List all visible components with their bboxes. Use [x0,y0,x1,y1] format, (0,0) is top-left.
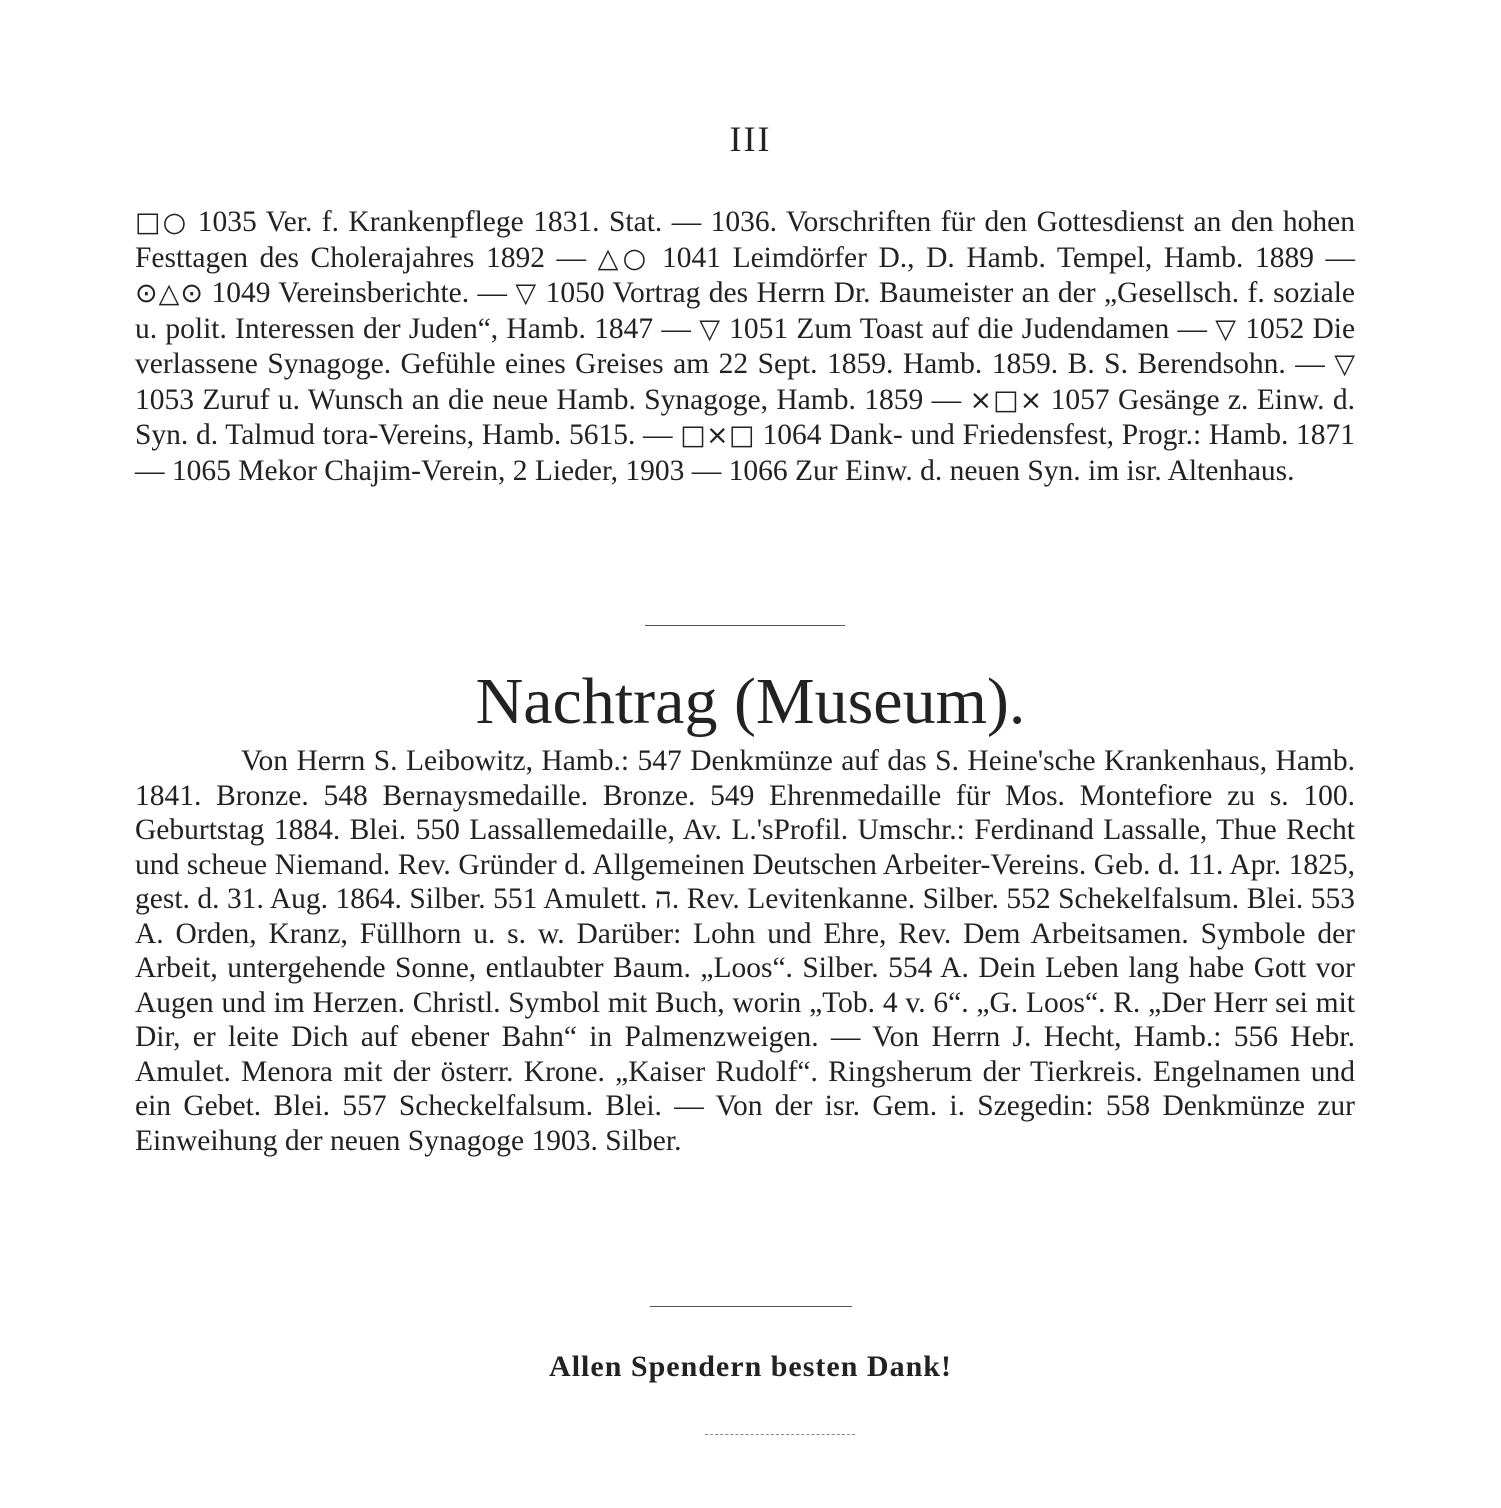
entry-1035-1036: 1035 Ver. f. Krankenpflege 1831. Stat. — 1036. Vorschriften für den Gottesdienst an den hohen Festtagen des Cholerajahres 1892 — [135,206,1355,274]
divider-rule [650,1306,852,1307]
entry-1057: 1057 Gesänge z. Einw. d. Syn. d. Talmud tora-Vereins, Hamb. 5615. — [135,383,1355,451]
down-triangle-icon: ▽ [1215,313,1237,345]
square-cross-square-icon: □×□ [680,420,755,451]
down-triangle-icon: ▽ [1334,349,1356,380]
entry-1050: 1050 Vortrag des Herrn Dr. Baumeister an der „Gesellsch. f. soziale u. polit. Interessen der Juden“, Hamb. 1847 — [135,277,1356,345]
dot-triangle-dot-icon: ⊙△⊙ [135,278,204,309]
entry-1051: 1051 Zum Toast auf die Judendamen — [729,312,1207,345]
divider-rule [645,625,845,626]
section-heading: Nachtrag (Museum). [475,665,1026,738]
entry-1064-1066: 1064 Dank- und Friedensfest, Progr.: Hamb. 1871 — 1065 Mekor Chajim-Verein, 2 Lieder, 1903 — 1066 Zur Einw. d. neuen Syn. im isr. Altenhaus. [135,419,1356,487]
entry-1053: 1053 Zuruf u. Wunsch an die neue Hamb. Synagoge, Hamb. 1859 — [135,383,962,416]
museum-paragraph: Von Herrn S. Leibowitz, Hamb.: 547 Denkmünze auf das S. Heine'sche Krankenhaus, Hamb. 1841. Bronze. 548 Bernaysmedaille. Bronze. 549 Ehrenmedaille für Mos. Montefiore zu s. 100. Geburtstag 1884. Blei. 550 Lassallemedaille, Av. L.'sProfil. Umschr.: Ferdinand Lassalle, Thue Recht und scheue Niemand. Rev. Gründer d. Allgemeinen Deutschen Arbeiter-Vereins. Geb. d. 11. Apr. 1825, gest. d. 31. Aug. 1864. Silber. 551 Amulett. ה. Rev. Levitenkanne. Silber. 552 Schekelfalsum. Blei. 553 A. Orden, Kranz, Füllhorn u. s. w. Darüber: Lohn und Ehre, Rev. Dem Arbeitsamen. Symbole der Arbeit, untergehende Sonne, entlaubter Baum. „Loos“. Silber. 554 A. Dein Leben lang habe Gott vor Augen und im Herzen. Christl. Symbol mit Buch, worin „Tob. 4 v. 6“. „G. Loos“. R. „Der Herr sei mit Dir, er leite Dich auf ebener Bahn“ in Palmenzweigen. — Von Herrn J. Hecht, Hamb.: 556 Hebr. Amulet. Menora mit der österr. Krone. „Kaiser Rudolf“. Ringsherum der Tierkreis. Engelnamen und ein Gebet. Blei. 557 Scheckelfalsum. Blei. — Von der isr. Gem. i. Szegedin: 558 Denkmünze zur Einweihung der neuen Synagoge 1903. Silber. [135,745,1356,1157]
square-circle-icon: □○ [135,207,189,238]
entry-1041: 1041 Leimdörfer D., D. Hamb. Tempel, Hamb. 1889 — [661,241,1356,274]
cross-square-cross-icon: ×□× [969,384,1043,416]
page-number: III [729,119,772,159]
donations-paragraph [135,205,1355,488]
entry-1049: 1049 Vereinsberichte. — [211,277,508,309]
entry-1052: 1052 Die verlassene Synagoge. Gefühle eines Greises am 22 Sept. 1859. Hamb. 1859. B. S. Berendsohn. — [135,312,1356,380]
triangle-circle-icon: △○ [597,242,651,274]
down-triangle-icon: ▽ [515,278,538,309]
closing-thanks: Allen Spendern besten Dank! [549,1350,952,1383]
end-rule [705,1434,855,1435]
down-triangle-icon: ▽ [699,313,721,345]
